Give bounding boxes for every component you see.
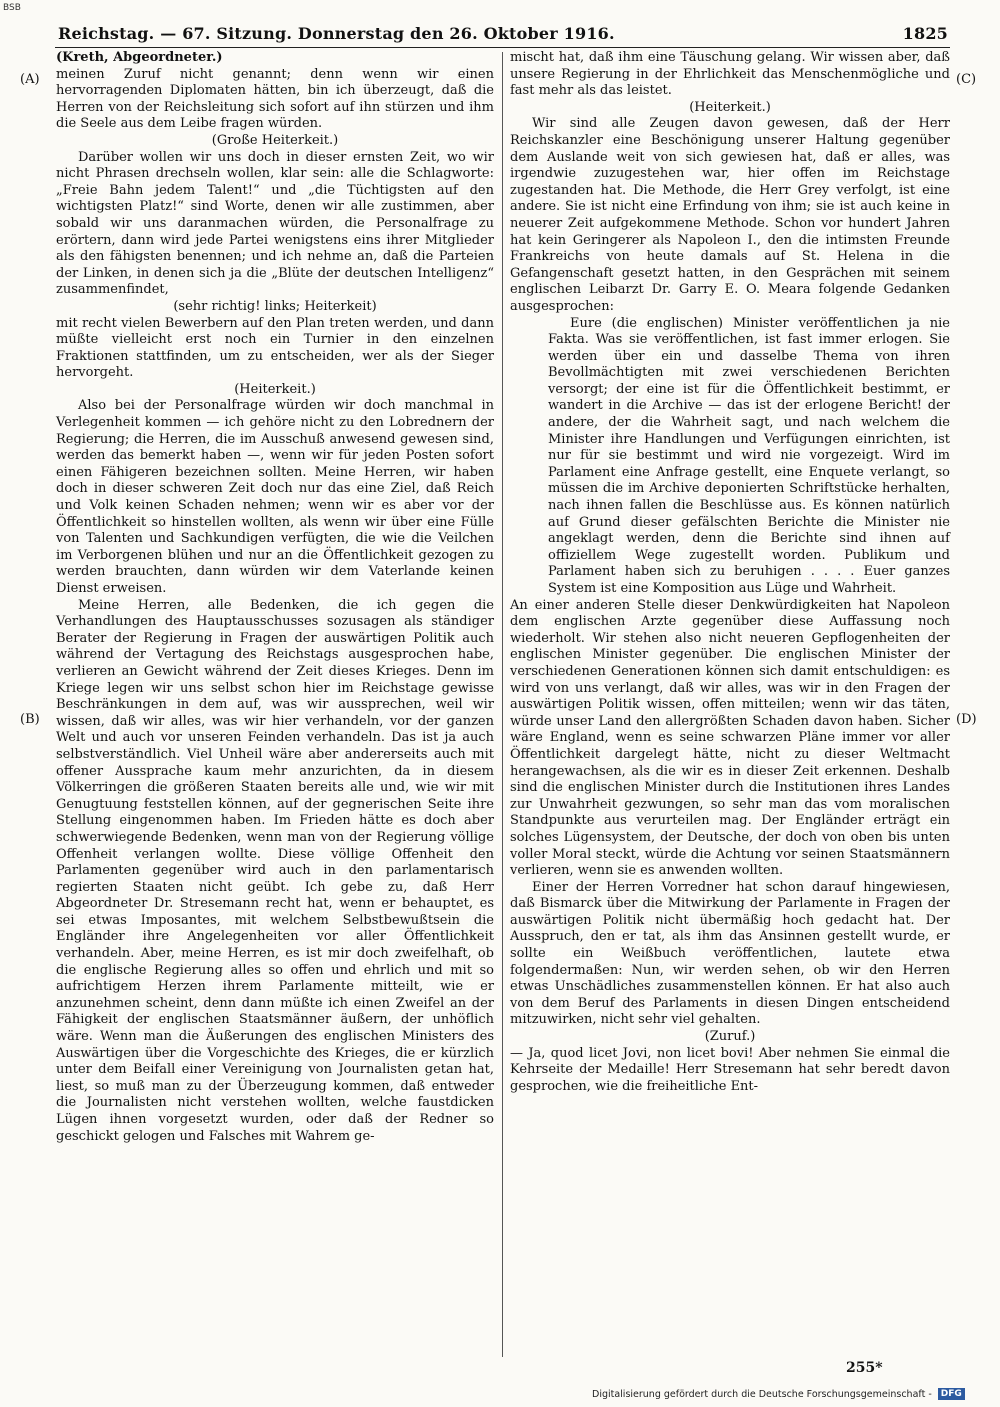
quotation: Eure (die englischen) Minister veröffentlichen ja nie Fakta. Was sie veröffentlichen, ist fast immer erlogen. Sie werden über ein und dasselbe Thema von ihren Bevollmächtigten mit zwei verschiedenen Berichten versorgt; der eine ist für die Öffentlichkeit bestimmt, er wandert in die Archive — das ist der erlogene Bericht! der andere, der die Wahrheit sagt, und nach welchem die Minister ihre Handlungen und Verfügungen einrichten, ist nur für sie bestimmt und wird nie vorgezeigt. Wird im Parlament eine Anfrage gestellt, eine Enquete verlangt, so müssen die im Archive deponierten Schriftstücke herhalten, nach ihnen fallen die Beschlüsse aus. Es können natürlich auf Grund dieser gefälschten Berichte die Minister nie angeklagt werden, denn die Berichte sind ihnen auf offiziellem Wege zugestellt worden. Publikum und Parlament haben sich zu beruhigen . . . . Euer ganzes System ist eine Komposition aus Lüge und Wahrheit. xyxy=(548,315,950,596)
library-stamp: BSB xyxy=(3,3,21,13)
paragraph: mit recht vielen Bewerbern auf den Plan treten werden, und dann müßte vielleicht erst noch ein Turnier in den einzelnen Fraktionen stattfinden, um zu entscheiden, wer als der Sieger hervorgeht. xyxy=(56,315,494,381)
dfg-logo: DFG xyxy=(938,1388,965,1400)
paragraph: — Ja, quod licet Jovi, non licet bovi! Aber nehmen Sie einmal die Kehrseite der Medaille! Herr Stresemann hat sehr beredt davon gesprochen, wie die freiheitliche Ent- xyxy=(510,1045,950,1094)
margin-mark-b: (B) xyxy=(20,712,40,727)
header-rule xyxy=(55,47,950,48)
interjection: (sehr richtig! links; Heiterkeit) xyxy=(173,298,377,314)
paragraph: Also bei der Personalfrage würden wir doch manchmal in Verlegenheit kommen — ich gehöre nicht zu den Lobrednern der Regierung; die Herren, die im Ausschuß anwesend gewesen sind, werden das bemerkt haben —, wenn wir für jeden Posten sofort einen Fähigeren bezeichnen sollten. Meine Herren, wir haben doch in dieser schweren Zeit doch nur das eine Ziel, daß Reich und Volk keinen Schaden nehmen; wenn wir es aber vor der Öffentlichkeit so hinstellen wollten, als wenn wir über eine Fülle von Talenten und Sachkundigen verfügten, die wie die Veilchen im Verborgenen blühen und nur an die Öffentlichkeit gezogen zu werden brauchten, dann würden wir dem Vaterlande keinen Dienst erweisen. xyxy=(56,398,494,596)
margin-mark-d: (D) xyxy=(956,712,977,727)
margin-mark-c: (C) xyxy=(956,72,977,87)
paragraph: Wir sind alle Zeugen davon gewesen, daß der Herr Reichskanzler eine Beschönigung unserer Haltung gegenüber dem Auslande weit von sich gewiesen hat, daß er alles, was irgendwie zuzugestehen war, hier offen im Reichstage zugestanden hat. Die Methode, die Herr Grey verfolgt, ist eine andere. Sie ist nicht eine Erfindung von ihm; sie ist auch keine in neuerer Zeit aufgekommene Methode. Schon vor hundert Jahren hat kein Geringerer als Napoleon I., den die intimsten Freunde Frankreichs von heute damals auf St. Helena in die Gefangenschaft gesetzt hatten, in den Gesprächen mit seinem englischen Leibarzt Dr. Garry E. O. Meara folgende Gedanken ausgesprochen: xyxy=(510,116,950,314)
column-separator xyxy=(502,52,503,1357)
interjection: (Zuruf.) xyxy=(704,1029,756,1045)
margin-mark-a: (A) xyxy=(20,72,40,87)
header-title: Reichstag. — 67. Sitzung. Donnerstag den 26. Oktober 1916. xyxy=(58,24,615,43)
page-header xyxy=(58,24,948,46)
interjection: (Heiterkeit.) xyxy=(234,381,316,397)
interjection: (Große Heiterkeit.) xyxy=(211,132,339,148)
paragraph: An einer anderen Stelle dieser Denkwürdigkeiten hat Napoleon dem englischen Arzte gegenüber diese Auffassung noch wiederholt. Wir stehen also nicht neueren Gepflogenheiten der englischen Minister gegenüber. Die englischen Minister der verschiedenen Generationen können sich damit entschuldigen: es wird von uns verlangt, daß wir alles, was wir in den Fragen der auswärtigen Politik wissen, offen mitteilen; wenn wir das täten, würde unser Land den allergrößten Schaden davon haben. Sicher wäre England, wenn es seine schwarzen Pläne immer vor aller Öffentlichkeit dargelegt hätte, nicht zu dieser Weltmacht herangewachsen, als die wir es in dieser Zeit erkennen. Deshalb sind die englischen Minister durch die Institutionen ihres Landes zur Unwahrheit gezwungen, so sehr man das vom moralischen Standpunkte aus verurteilen mag. Der Engländer erträgt ein solches Lügensystem, der Deutsche, der doch von oben bis unten voller Moral steckt, würde die Achtung vor seinen Staatsmännern verlieren, wenn sie es anwenden wollten. xyxy=(510,597,950,879)
paragraph: Meine Herren, alle Bedenken, die ich gegen die Verhandlungen des Hauptausschusses sozusagen als ständiger Berater der Regierung in Fragen der auswärtigen Politik auch während der Vertagung des Reichstags ausgesprochen habe, verlieren an Gewicht während der Zeit dieses Krieges. Denn im Kriege legen wir uns selbst schon hier im Reichstage gewisse Beschränkungen in dem auf, was wir aussprechen, weil wir wissen, daß wir alles, was wir hier verhandeln, vor der ganzen Welt und auch vor unseren Feinden verhandeln. Das ist ja auch selbstverständlich. Viel Unheil wäre aber andererseits auch mit offener Aussprache kaum mehr anzurichten, da in diesem Völkerringen die größeren Staaten bereits alle und, wie wir mit Genugtuung feststellen können, auf der gegnerischen Seite ihre Stellung eingenommen haben. Im Frieden hätte es doch aber schwerwiegende Bedenken, wenn man von der Regierung völlige Offenheit verlangen wollte. Diese völlige Offenheit den Parlamenten gegenüber wird auch in den parlamentarisch regierten Staaten nicht geübt. Ich gebe zu, daß Herr Abgeordneter Dr. Stresemann recht hat, wenn er behauptet, es sei etwas Imposantes, mit welchem Selbstbewußtsein die Engländer ihre Angelegenheiten vor aller Öffentlichkeit verhandeln. Aber, meine Herren, es ist mir doch zweifelhaft, ob die englische Regierung alles so offen und ehrlich und mit so aufrichtigem Herzen ihrem Parlamente mitteilt, wie er anzunehmen scheint, denn dann müßte ich einen Zweifel an der Fähigkeit der englischen Staatsmänner äußern, der unhöflich wäre. Wenn man die Äußerungen des englischen Ministers des Auswärtigen über die Vorgeschichte des Krieges, die er kürzlich unter dem Beifall einer Vereinigung von Journalisten getan hat, liest, so muß man zu der Überzeugung kommen, daß entweder die Journalisten nicht verstehen wollten, welche faustdicken Lügen ihnen vorgesetzt wurden, oder daß der Redner so geschickt gelogen und Falsches mit Wahrem ge- xyxy=(56,597,494,1144)
page-number: 1825 xyxy=(902,24,948,43)
paragraph: Einer der Herren Vorredner hat schon darauf hingewiesen, daß Bismarck über die Mitwirkung der Parlamente in Fragen der auswärtigen Politik nicht übermäßig hoch gedacht hat. Der Ausspruch, den er tat, als ihm das Ansinnen gestellt wurde, er sollte ein Weißbuch veröffentlichen, lautete etwa folgendermaßen: Nun, wir werden sehen, ob wir den Herren etwas Unschädliches zusammenstellen können. Er hat also auch von dem Beruf des Parlaments in diesen Dingen entscheidend mitzuwirken, nicht sehr viel gehalten. xyxy=(510,879,950,1028)
footer-credit: Digitalisierung gefördert durch die Deutsche Forschungsgemeinschaft - xyxy=(592,1388,932,1400)
right-column xyxy=(510,50,950,1095)
speaker-label: (Kreth, Abgeordneter.) xyxy=(56,50,223,65)
paragraph: Darüber wollen wir uns doch in dieser ernsten Zeit, wo wir nicht Phrasen drechseln wollen, klar sein: alle die Schlagworte: „Freie Bahn jedem Talent!“ und „die Tüchtigsten auf den wichtigsten Platz!“ sind Worte, denen wir alle zustimmen, aber sobald wir uns daranmachen würden, die Personalfrage zu erörtern, dann wird jede Partei wenigstens eins ihrer Mitglieder als den fähigsten benennen; und ich nehme an, daß die Parteien der Linken, in denen sich ja die „Blüte der deutschen Intelligenz“ zusammenfindet, xyxy=(56,149,494,298)
footer xyxy=(592,1388,965,1400)
interjection: (Heiterkeit.) xyxy=(689,99,771,115)
paragraph: meinen Zuruf nicht genannt; denn wenn wir einen hervorragenden Diplomaten hätten, bin ich überzeugt, daß die Herren von der Reichsleitung sich sofort auf ihn stürzen und ihm die Seele aus dem Leibe fragen würden. xyxy=(56,66,494,132)
paragraph: mischt hat, daß ihm eine Täuschung gelang. Wir wissen aber, daß unsere Regierung in der Ehrlichkeit das Menschenmögliche und fast mehr als das leistet. xyxy=(510,50,950,99)
signature-mark: 255* xyxy=(846,1360,883,1376)
left-column xyxy=(56,50,494,1145)
